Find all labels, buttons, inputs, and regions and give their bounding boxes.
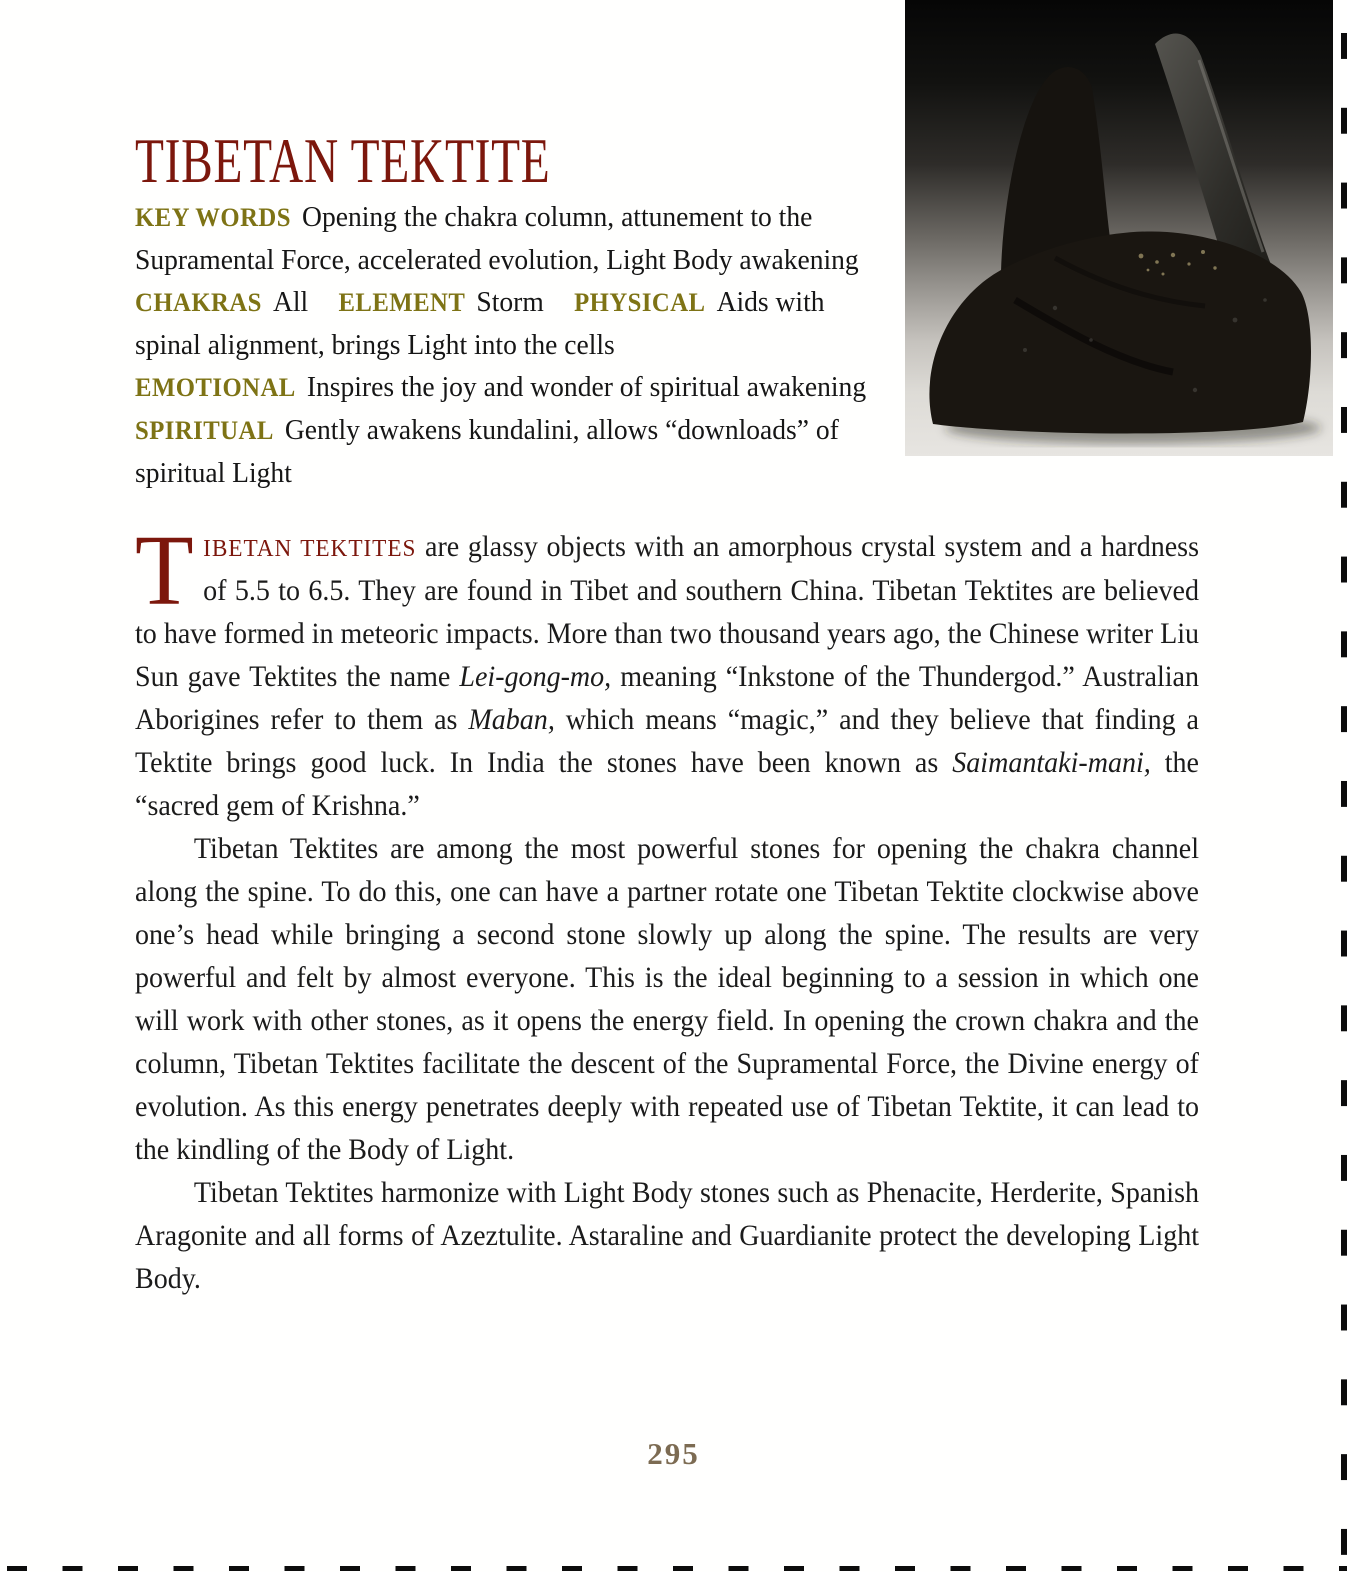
- keywords-block: [135, 196, 890, 494]
- page-title: TIBETAN TEKTITE: [135, 124, 551, 196]
- keyword-entry: [135, 414, 839, 489]
- italic-term: Maban,: [468, 704, 555, 736]
- body-text: the “sacred gem of Krishna.”: [135, 747, 1199, 822]
- bottom-edge-scan-marks: [0, 1566, 1347, 1571]
- page-number: 295: [647, 1436, 700, 1471]
- italic-term: Saimantaki-mani,: [952, 747, 1151, 779]
- italic-term: Lei-gong-mo,: [459, 661, 612, 693]
- keyword-label: PHYSICAL: [574, 288, 706, 317]
- body-text: are glassy objects with an amorphous crystal system and a hardness of 5.5 to 6.5. They are found in Tibet and southern China. Tibetan Tektites are believed to have formed in meteoric impacts. More than two thousand years ago, the Chinese writer Liu Sun gave Tektites the name: [135, 531, 1200, 693]
- keyword-text: Inspires the joy and wonder of spiritual awakening: [306, 371, 867, 403]
- drop-cap: T: [135, 514, 194, 626]
- keyword-entry: [135, 371, 866, 403]
- keyword-text: Aids with spinal alignment, brings Light into the cells: [135, 286, 825, 361]
- paragraph-1: [135, 514, 1200, 828]
- tektite-photo: [905, 0, 1333, 456]
- paragraph-2: Tibetan Tektites are among the most powerful stones for opening the chakra channel along the spine. To do this, one can have a partner rotate one Tibetan Tektite clockwise above one’s head while bringing a second stone slowly up along the spine. The results are very powerful and felt by almost everyone. This is the ideal beginning to a session in which one will work with other stones, as it opens the energy field. In opening the crown chakra and the column, Tibetan Tektites facilitate the descent of the Supramental Force, the Divine energy of evolution. As this energy penetrates deeply with repeated use of Tibetan Tektite, it can lead to the kindling of the Body of Light.: [135, 833, 1199, 1166]
- tektite-stone-illustration: [905, 0, 1333, 456]
- keyword-text: Opening the chakra column, attunement to the Supramental Force, accelerated evolution, Light Body awakening: [135, 201, 859, 276]
- keyword-label: ELEMENT: [338, 288, 466, 317]
- lead-in-small-caps: IBETAN TEKTITES: [203, 535, 417, 562]
- keyword-label: SPIRITUAL: [135, 416, 274, 445]
- body-text: meaning “Inkstone of the Thundergod.” Australian Aborigines refer to them as: [135, 661, 1199, 736]
- keyword-text: Storm: [476, 286, 544, 318]
- keyword-label: KEY WORDS: [135, 203, 291, 232]
- right-edge-scan-marks: [1341, 0, 1347, 1572]
- keyword-label: EMOTIONAL: [135, 373, 296, 402]
- keyword-text: All: [272, 286, 309, 318]
- body-text: which means “magic,” and they believe that finding a Tektite brings good luck. In India the stones have been known as: [135, 704, 1199, 779]
- keyword-entry: [338, 286, 543, 318]
- paragraph-3: Tibetan Tektites harmonize with Light Body stones such as Phenacite, Herderite, Spanish Aragonite and all forms of Azeztulite. Astaraline and Guardianite protect the developing Light Body.: [135, 1177, 1199, 1295]
- keyword-entry: [135, 286, 308, 318]
- keyword-entry: [135, 201, 859, 276]
- article-body: [135, 514, 1200, 1301]
- keyword-label: CHAKRAS: [135, 288, 262, 317]
- keyword-text: Gently awakens kundalini, allows “downloads” of spiritual Light: [135, 414, 839, 489]
